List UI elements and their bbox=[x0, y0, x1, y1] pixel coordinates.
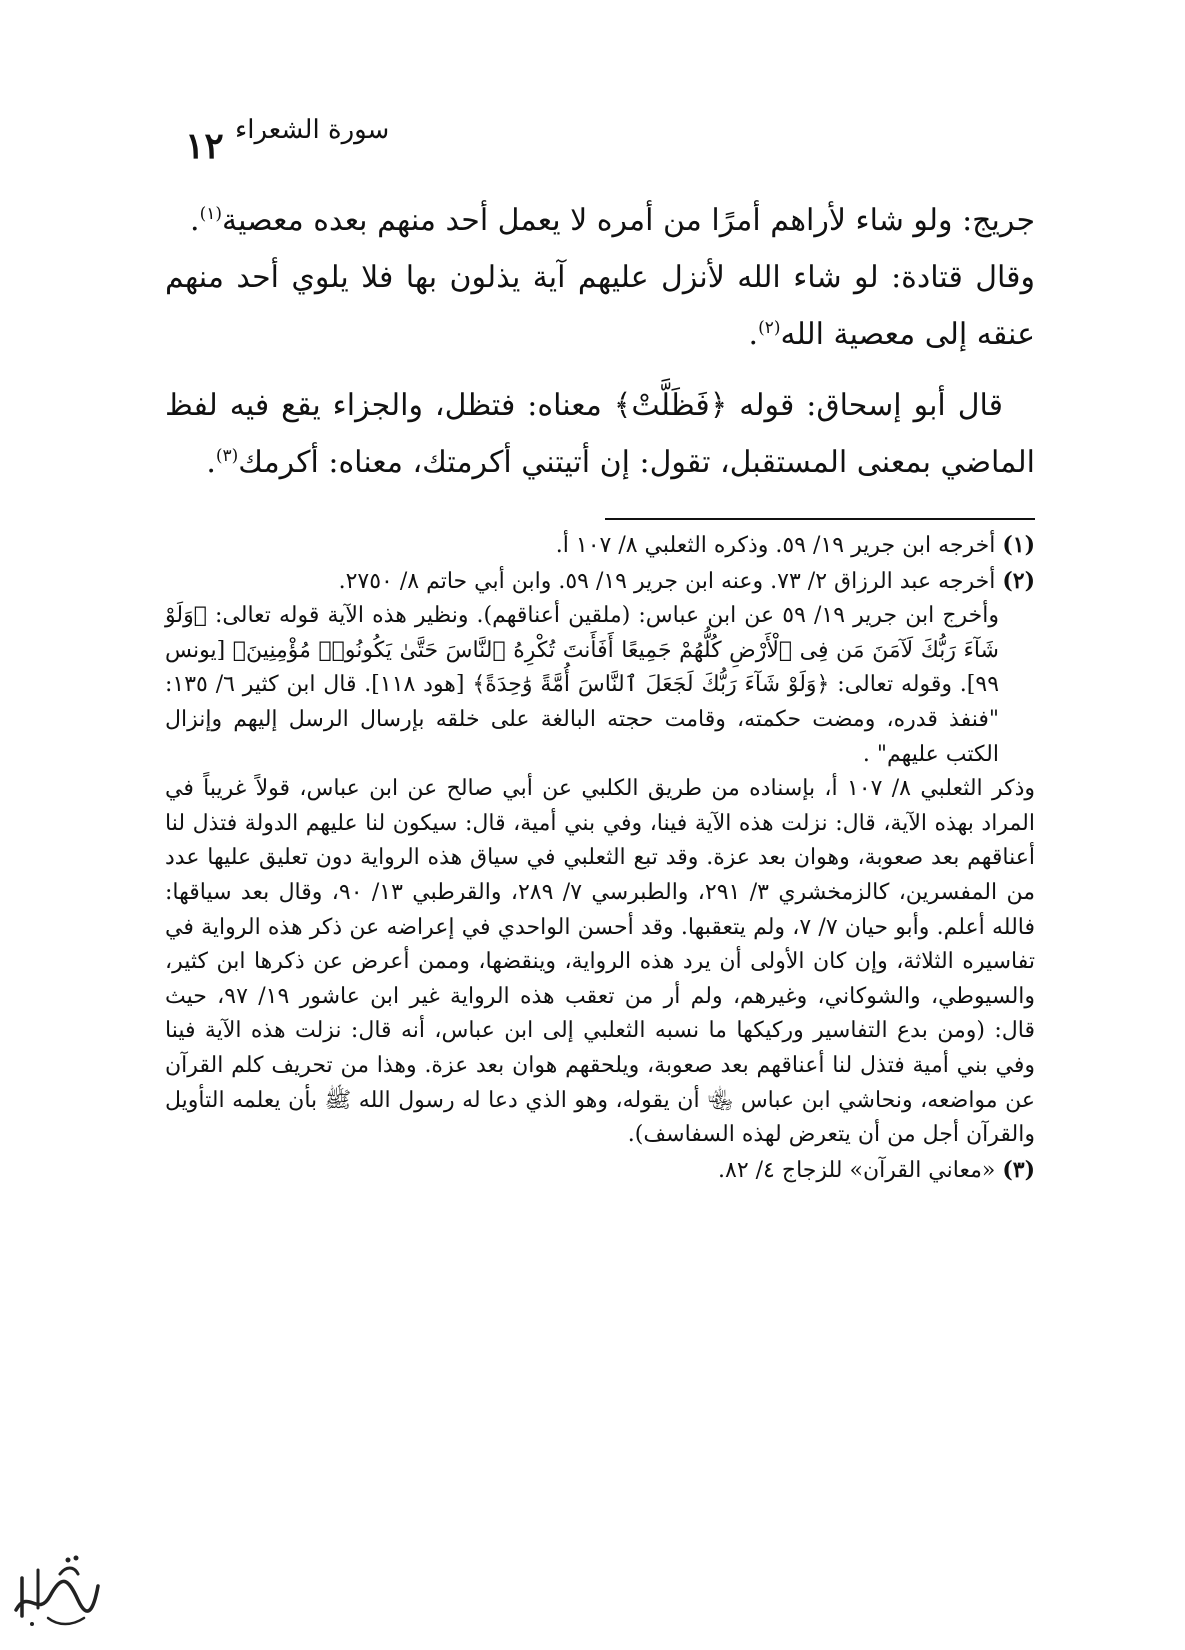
footnote-1 bbox=[165, 528, 1035, 564]
calligraphy-logo-icon bbox=[8, 1548, 104, 1632]
main-text bbox=[165, 192, 1035, 491]
footnote-3 bbox=[165, 1153, 1035, 1189]
footnote-text: أخرجه ابن جرير ١٩/ ٥٩. وذكره الثعلبي ٨/ ١٠٧ أ. bbox=[555, 533, 996, 558]
main-paragraph-3 bbox=[165, 377, 1035, 491]
main-text-line: وقال قتادة: لو شاء الله لأنزل عليهم آية يذلون بها فلا يلوي أحد منهم عنقه إلى معصية الله bbox=[165, 260, 1035, 352]
footnotes bbox=[165, 528, 1035, 1188]
footnote-number: (١) bbox=[1002, 532, 1035, 558]
footnote-text: «معاني القرآن» للزجاج ٤/ ٨٢. bbox=[718, 1157, 996, 1183]
main-paragraph-1 bbox=[165, 192, 1035, 249]
footnote-ref-1: (١) bbox=[199, 204, 223, 224]
main-text-line: جريج: ولو شاء لأراهم أمرًا من أمره لا يعمل أحد منهم بعده معصية bbox=[222, 203, 1035, 238]
footnote-2-continued: وذكر الثعلبي ٨/ ١٠٧ أ، بإسناده من طريق الكلبي عن أبي صالح عن ابن عباس، قولاً غريباً في المراد بهذه الآية، قال: نزلت هذه الآية فينا، وفي بني أمية، قال: سيكون لنا عليهم الدولة فتذل لنا أعناقهم بعد صعوبة، وهوان بعد عزة. وقد تبع الثعلبي في سياق هذه الرواية دون تعليق عليها عدد من المفسرين، كالزمخشري ٣/ ٢٩١، والطبرسي ٧/ ٢٨٩، والقرطبي ١٣/ ٩٠، وقال بعد سياقها: فالله أعلم. وأبو حيان ٧/ ٧، ولم يتعقبها. وقد أحسن الواحدي في إعراضه عن ذكر هذه الرواية في تفاسيره الثلاثة، وإن كان الأولى أن يرد هذه الرواية، وينقضها، وممن أعرض عن ذكرها ابن كثير، والسيوطي، والشوكاني، وغيرهم، ولم أر من تعقب هذه الرواية غير ابن عاشور ١٩/ ٩٧، حيث قال: (ومن بدع التفاسير وركيكها ما نسبه الثعلبي إلى ابن عباس، أنه قال: نزلت هذه الآية فينا وفي بني أمية فتذل لنا أعناقهم بعد صعوبة، ويلحقهم هوان بعد عزة. وهذا من تحريف كلم القرآن عن مواضعه، ونحاشي ابن عباس ﵄ أن يقوله، وهو الذي دعا له رسول الله ﷺ بأن يعلمه التأويل والقرآن أجل من أن يتعرض لهذه السفاسف). bbox=[165, 776, 1036, 1148]
punctuation: . bbox=[206, 445, 216, 480]
footnote-separator bbox=[605, 518, 1035, 520]
main-paragraph-2 bbox=[165, 249, 1035, 363]
watermark-logo bbox=[8, 1548, 104, 1632]
footnote-2 bbox=[165, 564, 1035, 600]
footnote-2-continued: وأخرج ابن جرير ١٩/ ٥٩ عن ابن عباس: (ملقين أعناقهم). ونظير هذه الآية قوله تعالى: ﴿وَلَوْ شَآءَ رَبُّكَ لَآمَنَ مَن فِى ٱلْأَرْضِ كُلُّهُمْ جَمِيعًا أَفَأَنتَ تُكْرِهُ ٱلنَّاسَ حَتَّىٰ يَكُونُوا۟ مُؤْمِنِينَ﴾ [يونس ٩٩]. وقوله تعالى: ﴿وَلَوْ شَآءَ رَبُّكَ لَجَعَلَ ٱلنَّاسَ أُمَّةً وَٰحِدَةً﴾ [هود ١١٨]. قال ابن كثير ٦/ ١٣٥: "فنفذ قدره، ومضت حكمته، وقامت حجته البالغة على خلقه بإرسال الرسل إليهم وإنزال الكتب عليهم" . bbox=[165, 603, 1000, 767]
footnote-text: أخرجه عبد الرزاق ٢/ ٧٣. وعنه ابن جرير ١٩/ ٥٩. وابن أبي حاتم ٨/ ٢٧٥٠. bbox=[338, 568, 996, 594]
footnote-number: (٢) bbox=[1002, 567, 1035, 594]
footnote-ref-2: (٢) bbox=[758, 318, 781, 338]
footnote-ref-3: (٣) bbox=[215, 446, 239, 466]
main-text-line: قال أبو إسحاق: قوله ﴿فَظَلَّتْ﴾ معناه: فتظل، والجزاء يقع فيه لفظ الماضي بمعنى المستقبل، تقول: إن أتيتني أكرمتك، معناه: أكرمك bbox=[165, 388, 1035, 480]
running-header-surah-title: سورة الشعراء bbox=[235, 115, 390, 145]
page-number: ١٢ bbox=[185, 125, 224, 167]
footnote-number: (٣) bbox=[1002, 1156, 1035, 1183]
punctuation: . bbox=[748, 317, 759, 352]
punctuation: . bbox=[190, 203, 200, 238]
